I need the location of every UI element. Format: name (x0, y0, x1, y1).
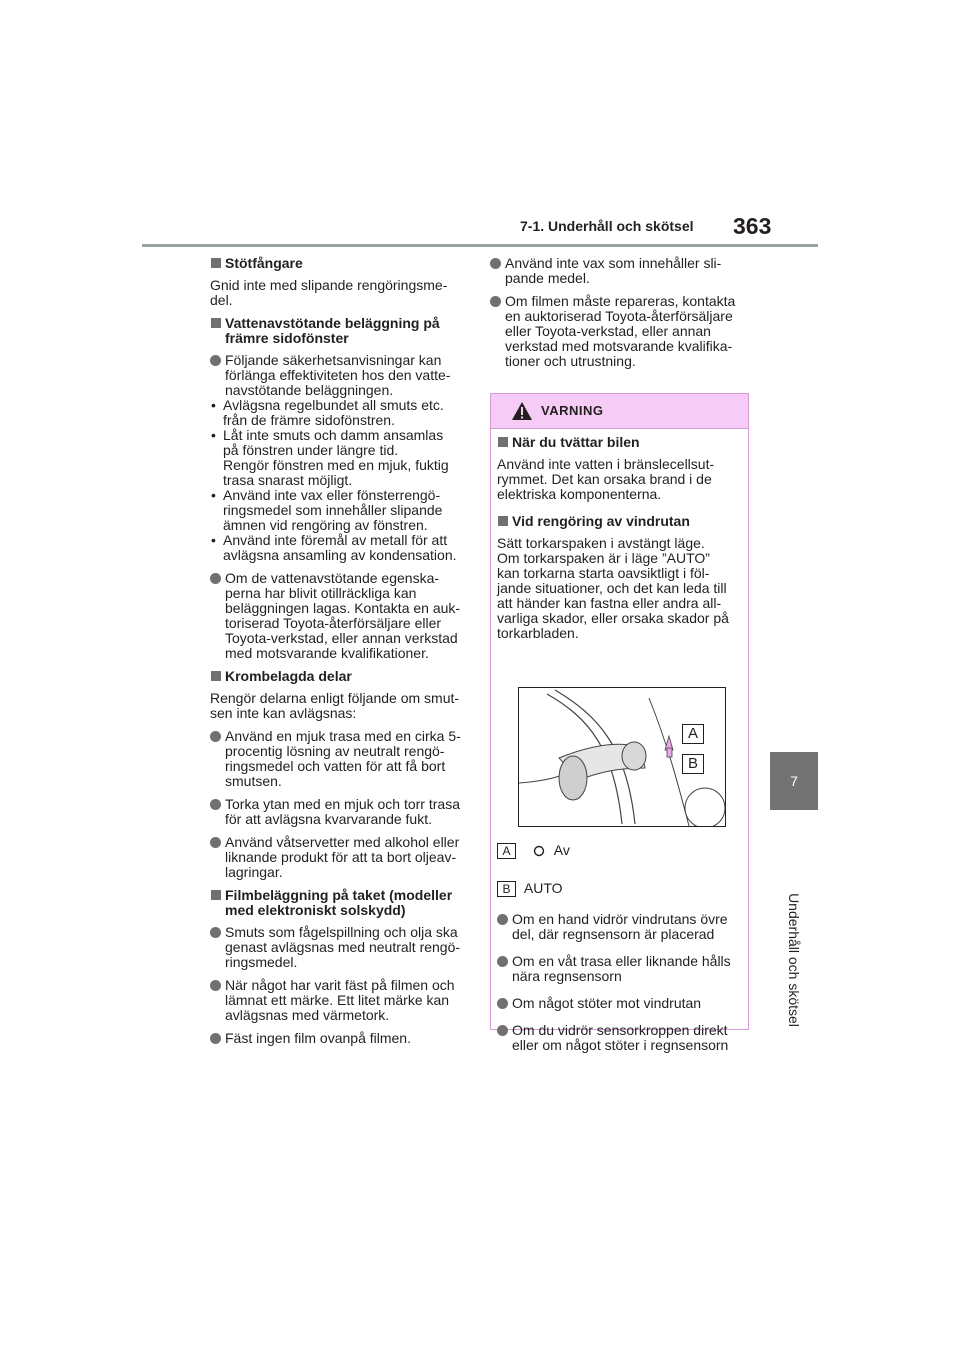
list-item: När något har varit fäst på filmen och lämnat ett märke. Ett litet märke kan avlägsnas med värmetork. (210, 978, 468, 1023)
list-item: Använd inte vax som innehåller sli- pande medel. (490, 256, 752, 286)
windshield-heading: Vid rengöring av vindrutan (497, 514, 742, 529)
bumpers-text: Gnid inte med slipande rengöringsme- del. (210, 277, 448, 308)
list-item: Om något stöter mot vindrutan (497, 996, 741, 1011)
figure-label-a: A (682, 724, 704, 744)
right-column (490, 256, 752, 377)
roof-film-heading: Filmbeläggning på taket (modeller med elektroniskt solskydd) (210, 888, 468, 918)
washing-text: Använd inte vatten i bränslecellsut- rymmet. Det kan orsaka brand i de elektriska komponenterna. (497, 456, 715, 502)
bumpers-heading: Stötfångare (210, 256, 468, 271)
legend-a-key: A (497, 843, 516, 859)
list-item: Torka ytan med en mjuk och torr trasa för att avlägsna kvarvarande fukt. (210, 797, 468, 827)
legend-a (497, 843, 570, 859)
left-column (210, 256, 468, 1054)
wiper-lever-illustration (518, 687, 726, 827)
list-item: Fäst ingen film ovanpå filmen. (210, 1031, 468, 1046)
legend-b (497, 881, 563, 897)
windshield-text: Sätt torkarspaken i avstängt läge. Om torkarspaken är i läge ”AUTO” kan torkarna starta oavsiktligt i föl- jande situationer, och det kan leda till att händer kan fastna eller andra all- varliga skador, eller orsaka skador på torkarbladen. (497, 535, 729, 641)
list-item: Följande säkerhetsanvisningar kan förlänga effektiviteten hos den vatte- navstötande beläggningen. (210, 353, 468, 398)
figure-label-b: B (682, 754, 704, 774)
off-position-icon (532, 844, 546, 858)
chapter-tab: 7 (770, 752, 818, 810)
list-item: Om en våt trasa eller liknande hålls nära regnsensorn (497, 954, 741, 984)
list-item: Smuts som fågelspillning och olja ska genast avlägsnas med neutralt rengö- ringsmedel. (210, 925, 468, 970)
list-item: Om de vattenavstötande egenska- perna har blivit otillräckliga kan beläggningen lagas. Kontakta en auk- toriserad Toyota-återförsäljare eller Toyota-verkstad, eller annan verkstad med motsvarande kvalifikationer. (210, 571, 468, 661)
list-item: Använd våtservetter med alkohol eller liknande produkt för att ta bort oljeav- lagringar. (210, 835, 468, 880)
sub-list-item: • Använd inte föremål av metall för att avlägsna ansamling av kondensation. (210, 533, 468, 563)
list-item: Använd en mjuk trasa med en cirka 5- procentig lösning av neutralt rengö- ringsmedel och vatten för att få bort smutsen. (210, 729, 468, 789)
page-number: 363 (733, 213, 772, 239)
section-title: 7-1. Underhåll och skötsel (520, 218, 694, 234)
warning-body (491, 429, 748, 1053)
legend-b-value: AUTO (523, 880, 563, 896)
sub-list-item: • Avlägsna regelbundet all smuts etc. från de främre sidofönstren. (210, 398, 468, 428)
list-item: Om filmen måste repareras, kontakta en auktoriserad Toyota-återförsäljare eller Toyota-verkstad, eller annan verkstad med motsvarande kvalifika- tioner och utrustning. (490, 294, 752, 369)
chrome-text: Rengör delarna enligt följande om smut- sen inte kan avlägsnas: (210, 690, 460, 721)
water-repellent-heading: Vattenavstötande beläggning på främre sidofönster (210, 316, 468, 346)
washing-heading: När du tvättar bilen (497, 435, 742, 450)
header-rule (142, 244, 818, 247)
chapter-side-title: Underhåll och skötsel (786, 893, 802, 1027)
chrome-heading: Krombelagda delar (210, 669, 468, 684)
legend-b-key: B (497, 881, 516, 897)
warning-triangle-icon (511, 401, 533, 421)
sub-list-item: • Använd inte vax eller fönsterrengö- ringsmedel som innehåller slipande ämnen vid rengöring av fönstren. (210, 488, 468, 533)
warning-title: VARNING (541, 403, 604, 418)
list-item: Om du vidrör sensorkroppen direkt eller om något stöter i regnsensorn (497, 1023, 741, 1053)
warning-header (491, 394, 748, 429)
legend-a-value: Av (553, 842, 570, 858)
warning-box (490, 393, 749, 1053)
list-item: Om en hand vidrör vindrutans övre del, där regnsensorn är placerad (497, 912, 741, 942)
sub-list-item: • Låt inte smuts och damm ansamlas på fönstren under längre tid. Rengör fönstren med en mjuk, fuktig trasa snarast möjligt. (210, 428, 468, 488)
